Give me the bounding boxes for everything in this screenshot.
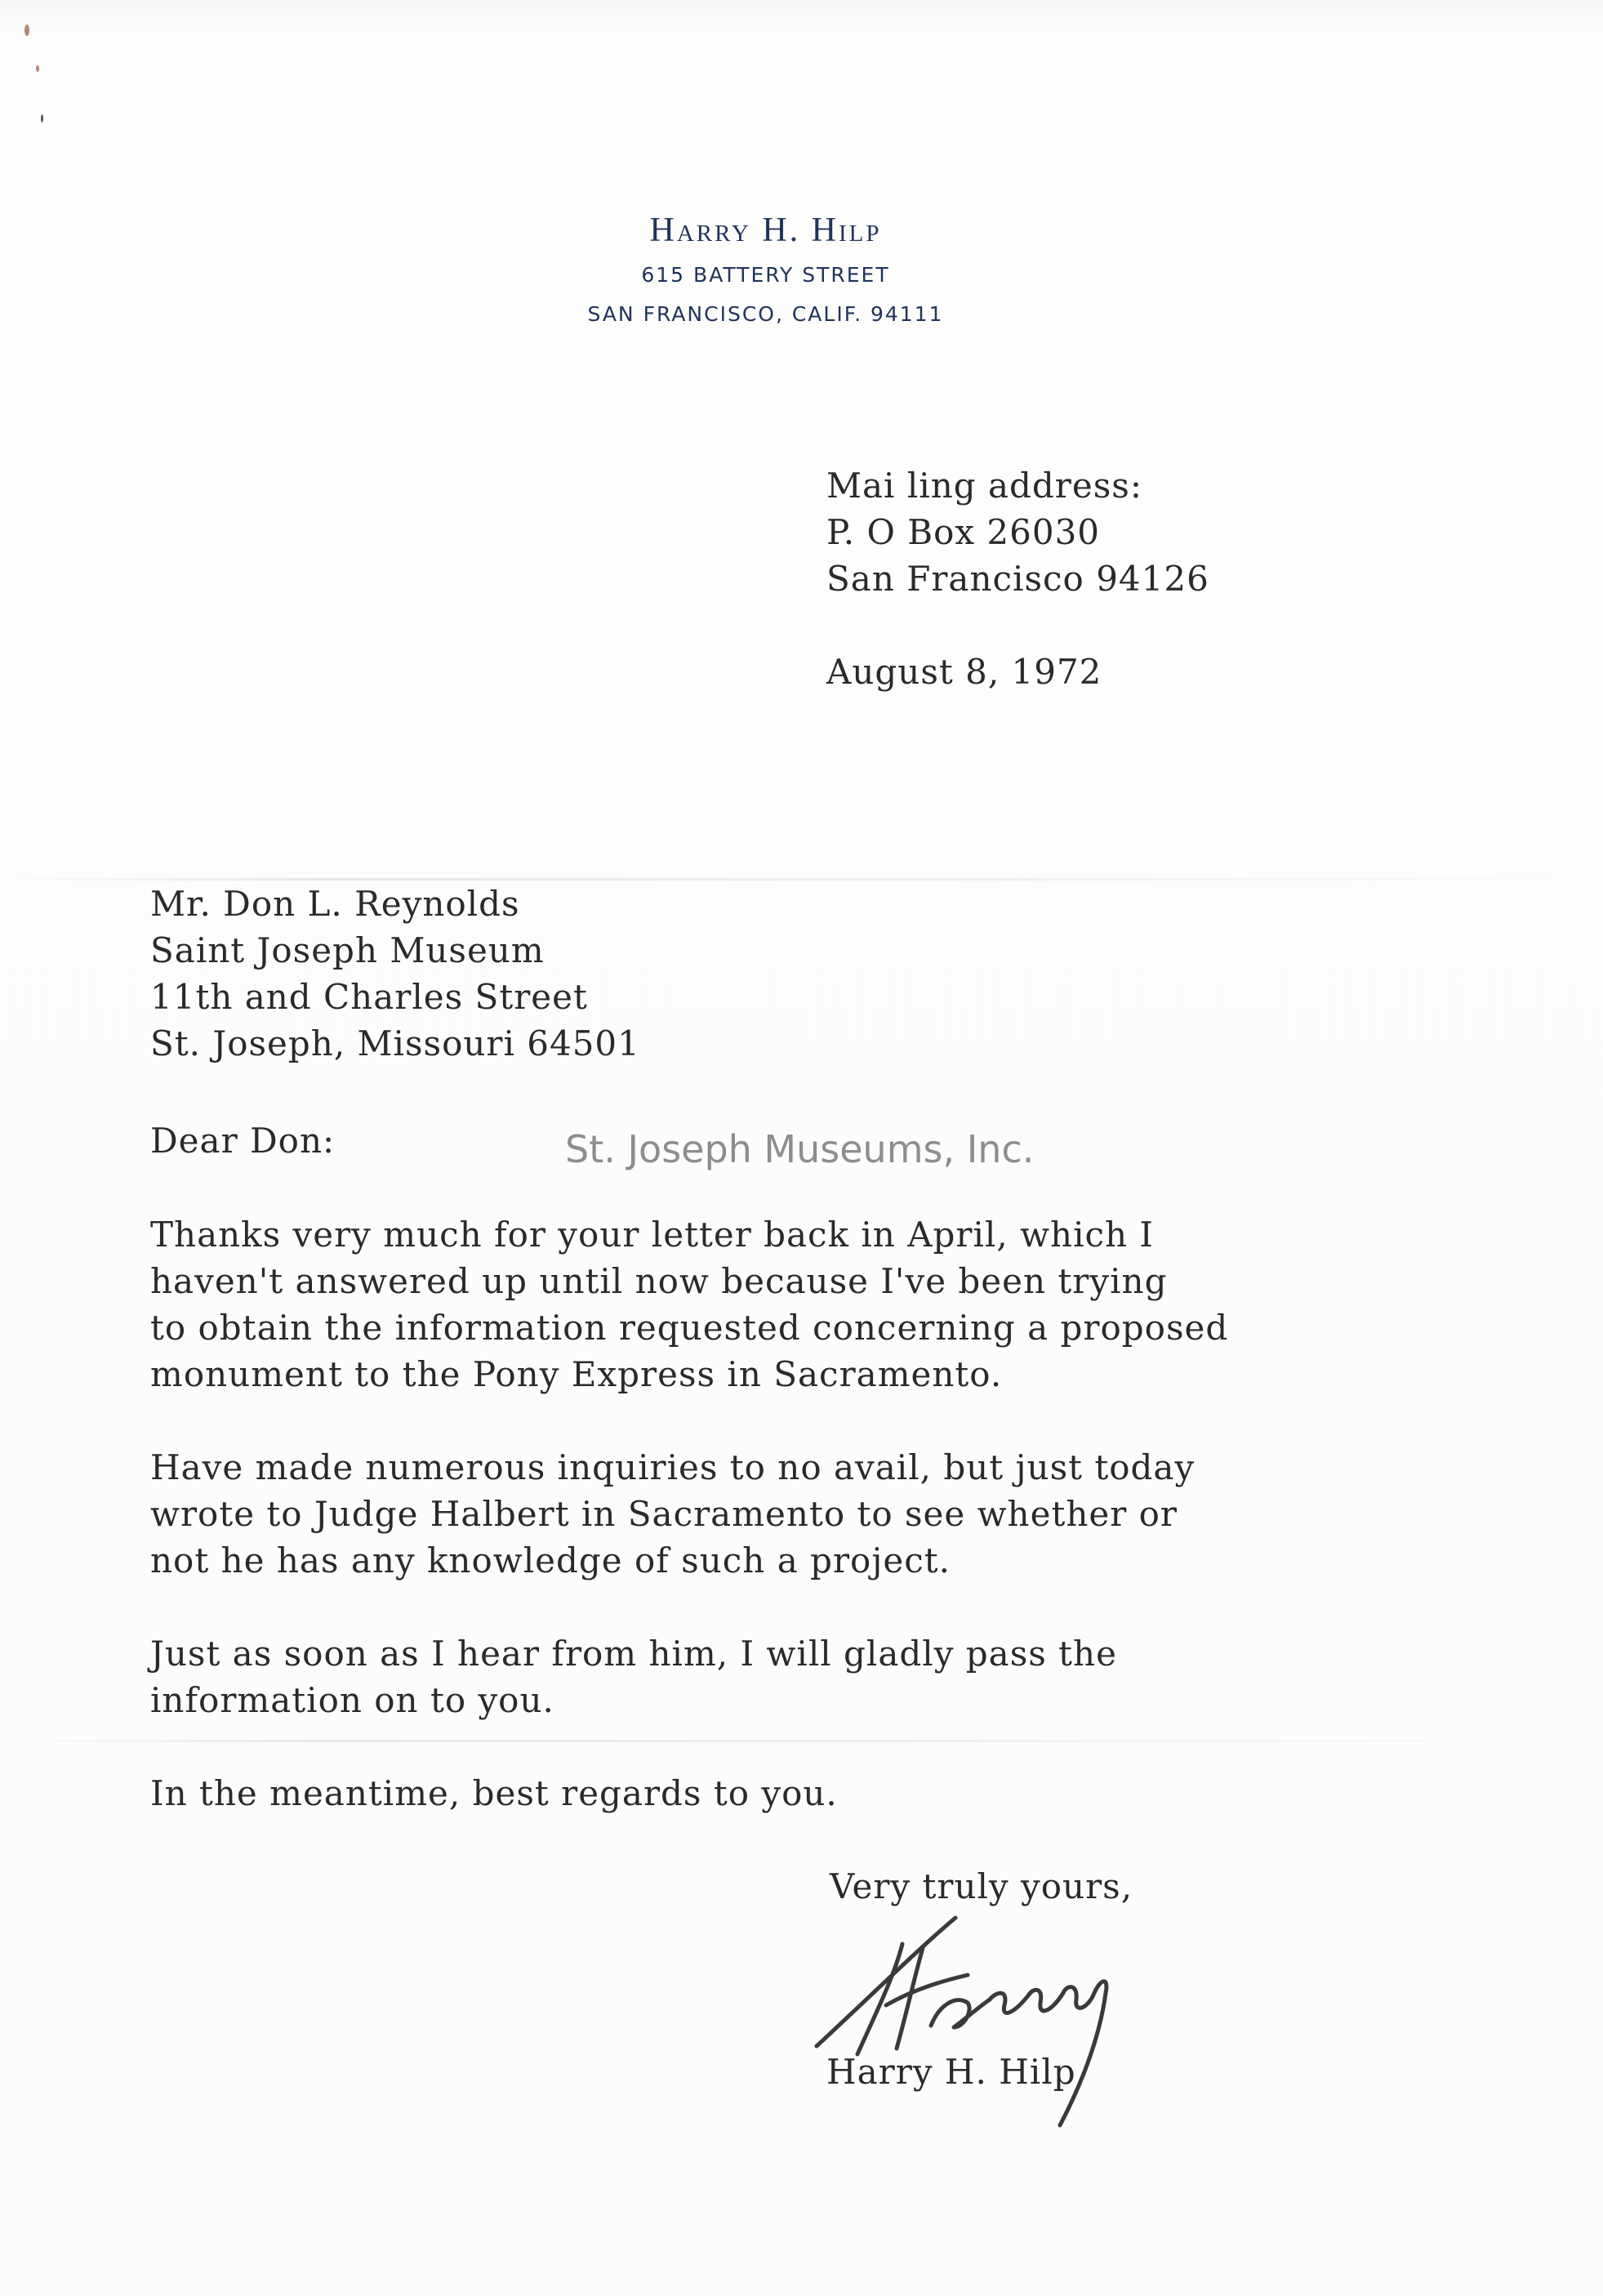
signature-name: Harry H. Hilp: [826, 2052, 1076, 2092]
letterhead-name: Harry H. Hilp: [649, 212, 882, 249]
body-line: Just as soon as I hear from him, I will gladly pass the: [150, 1634, 1117, 1674]
letterhead-street: 615 BATTERY STREET: [641, 263, 890, 287]
mailing-address-label: Mai ling address:: [826, 466, 1142, 506]
recipient-organization: Saint Joseph Museum: [150, 930, 545, 970]
paper-fold-line: [0, 1740, 1603, 1742]
salutation: Dear Don:: [150, 1121, 336, 1161]
letter-date: August 8, 1972: [826, 652, 1102, 692]
body-line: Thanks very much for your letter back in April, which I: [150, 1215, 1155, 1255]
paper-speck: [41, 114, 43, 123]
recipient-name: Mr. Don L. Reynolds: [150, 884, 520, 924]
paper-speck: [36, 65, 39, 72]
body-line: to obtain the information requested concerning a proposed: [150, 1308, 1229, 1348]
paper-speck: [24, 25, 29, 36]
body-line: monument to the Pony Express in Sacramento.: [150, 1354, 1003, 1394]
watermark-label: St. Joseph Museums, Inc.: [565, 1127, 1035, 1171]
body-line: Have made numerous inquiries to no avail, but just today: [150, 1447, 1196, 1487]
closing: Very truly yours,: [830, 1866, 1133, 1906]
body-line: wrote to Judge Halbert in Sacramento to see whether or: [150, 1494, 1178, 1534]
mailing-address-box: P. O Box 26030: [826, 512, 1101, 552]
body-line: not he has any knowledge of such a project.: [150, 1540, 951, 1580]
body-line: information on to you.: [150, 1680, 554, 1720]
recipient-street: 11th and Charles Street: [150, 977, 588, 1017]
body-line: In the meantime, best regards to you.: [150, 1773, 838, 1813]
handwritten-signature: [800, 1903, 1192, 2132]
paper-fold-line: [0, 878, 1603, 881]
letterhead-city: SAN FRANCISCO, CALIF. 94111: [587, 302, 944, 326]
recipient-city: St. Joseph, Missouri 64501: [150, 1023, 640, 1063]
mailing-address-city: San Francisco 94126: [826, 559, 1209, 599]
body-line: haven't answered up until now because I've been trying: [150, 1261, 1168, 1301]
